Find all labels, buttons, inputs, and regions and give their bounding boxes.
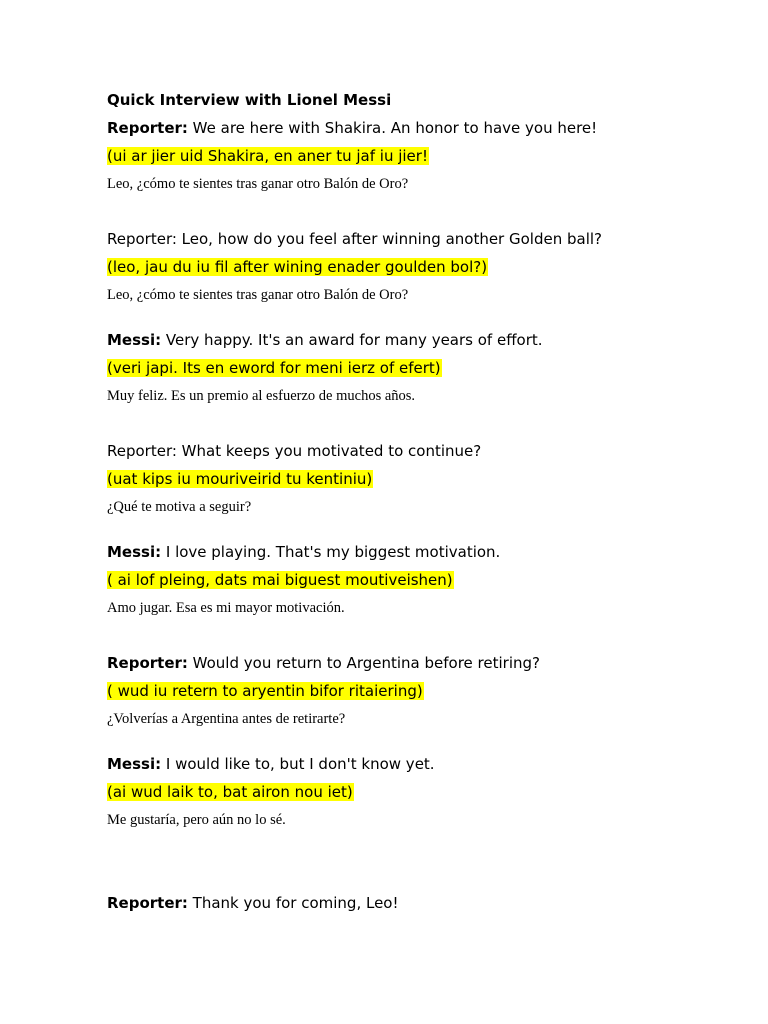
phonetic-highlight: (ui ar jier uid Shakira, en aner tu jaf iu jier!	[107, 147, 428, 165]
dialogue-line-spanish: ¿Volverías a Argentina antes de retirarte?	[107, 711, 346, 727]
dialogue-line-phonetic	[107, 358, 442, 378]
english-text: Very happy. It's an award for many years of effort.	[161, 331, 543, 349]
dialogue-line-spanish: Amo jugar. Esa es mi mayor motivación.	[107, 600, 345, 616]
speaker-label: Reporter:	[107, 654, 188, 672]
english-text: Thank you for coming, Leo!	[187, 894, 399, 912]
speaker-label: Reporter:	[107, 894, 188, 912]
dialogue-line-english	[107, 330, 543, 350]
phonetic-highlight: (leo, jau du iu fil after wining enader goulden bol?)	[107, 258, 488, 276]
dialogue-line-spanish: Leo, ¿cómo te sientes tras ganar otro Balón de Oro?	[107, 287, 409, 303]
dialogue-line-english	[107, 653, 540, 673]
speaker-label: Reporter:	[107, 119, 188, 137]
english-text: Would you return to Argentina before retiring?	[187, 654, 540, 672]
document-title: Quick Interview with Lionel Messi	[107, 91, 392, 109]
dialogue-line-spanish: Muy feliz. Es un premio al esfuerzo de muchos años.	[107, 388, 416, 404]
closing-line	[107, 893, 399, 913]
phonetic-highlight: (veri japi. Its en eword for meni ierz of efert)	[107, 359, 441, 377]
speaker-label: Messi:	[107, 755, 162, 773]
dialogue-line-english	[107, 754, 435, 774]
dialogue-line-spanish: Me gustaría, pero aún no lo sé.	[107, 812, 286, 828]
dialogue-line-phonetic	[107, 257, 488, 277]
dialogue-line-english	[107, 118, 597, 138]
english-text: Reporter: What keeps you motivated to continue?	[107, 442, 482, 460]
dialogue-line-phonetic	[107, 681, 424, 701]
dialogue-line-spanish: Leo, ¿cómo te sientes tras ganar otro Balón de Oro?	[107, 176, 409, 192]
dialogue-line-english	[107, 542, 500, 562]
dialogue-line-english	[107, 441, 481, 461]
english-text: I would like to, but I don't know yet.	[161, 755, 435, 773]
phonetic-highlight: ( wud iu retern to aryentin bifor ritaiering)	[107, 682, 423, 700]
dialogue-line-phonetic	[107, 146, 429, 166]
english-text: We are here with Shakira. An honor to have you here!	[187, 119, 598, 137]
english-text: I love playing. That's my biggest motivation.	[161, 543, 501, 561]
dialogue-line-phonetic	[107, 782, 354, 802]
english-text: Reporter: Leo, how do you feel after winning another Golden ball?	[107, 230, 602, 248]
dialogue-line-phonetic	[107, 469, 373, 489]
phonetic-highlight: (ai wud laik to, bat airon nou iet)	[107, 783, 353, 801]
dialogue-line-phonetic	[107, 570, 454, 590]
dialogue-line-english	[107, 229, 602, 249]
phonetic-highlight: ( ai lof pleing, dats mai biguest moutiveishen)	[107, 571, 453, 589]
speaker-label: Messi:	[107, 543, 162, 561]
phonetic-highlight: (uat kips iu mouriveirid tu kentiniu)	[107, 470, 373, 488]
dialogue-line-spanish: ¿Qué te motiva a seguir?	[107, 499, 252, 515]
speaker-label: Messi:	[107, 331, 162, 349]
